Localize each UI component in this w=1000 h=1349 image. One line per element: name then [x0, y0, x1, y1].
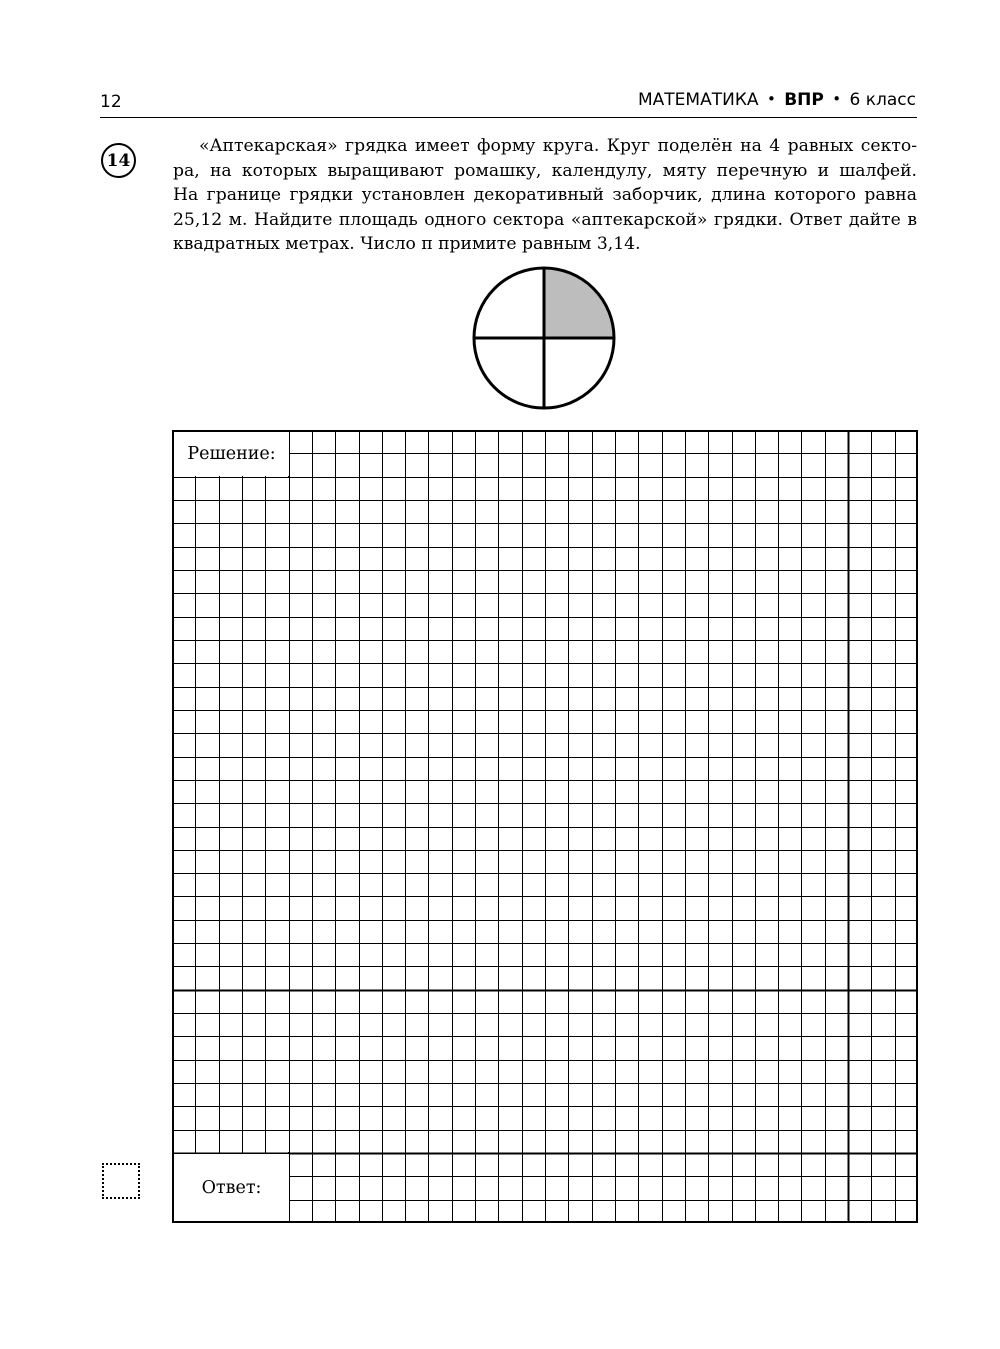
task-text-line: квадратных метрах. Число π примите равным 3,14.: [173, 234, 641, 254]
header-grade: 6 класс: [849, 90, 916, 110]
task-text-line: 25,12 м. Найдите площадь одного сектора «аптекарской» грядки. Ответ дайте в: [173, 209, 917, 230]
header-separator: •: [766, 90, 776, 108]
sector-circle-figure: [470, 264, 618, 412]
header-separator: •: [832, 90, 842, 108]
solution-label: Решение:: [174, 432, 289, 476]
page-number: 12: [100, 92, 122, 112]
task-number-badge: [101, 143, 136, 178]
score-box[interactable]: [102, 1163, 140, 1199]
header-rule: [100, 117, 917, 118]
task-text-line: На границе грядки установлен декоративный заборчик, длина которого равна: [173, 185, 917, 205]
header-test: ВПР: [784, 90, 824, 110]
header-subject: МАТЕМАТИКА: [638, 90, 759, 110]
task-text-line: ра, на которых выращивают ромашку, календулу, мяту перечную и шалфей.: [173, 160, 917, 181]
task-number: 14: [106, 150, 131, 171]
running-header: [638, 90, 916, 110]
answer-grid[interactable]: [172, 430, 918, 1223]
task-text: [173, 134, 917, 257]
task-text-line: «Аптекарская» грядка имеет форму круга. Круг поделён на 4 равных секто-: [199, 136, 917, 156]
answer-label: Ответ:: [174, 1154, 289, 1221]
grid-lines: [172, 430, 918, 1223]
